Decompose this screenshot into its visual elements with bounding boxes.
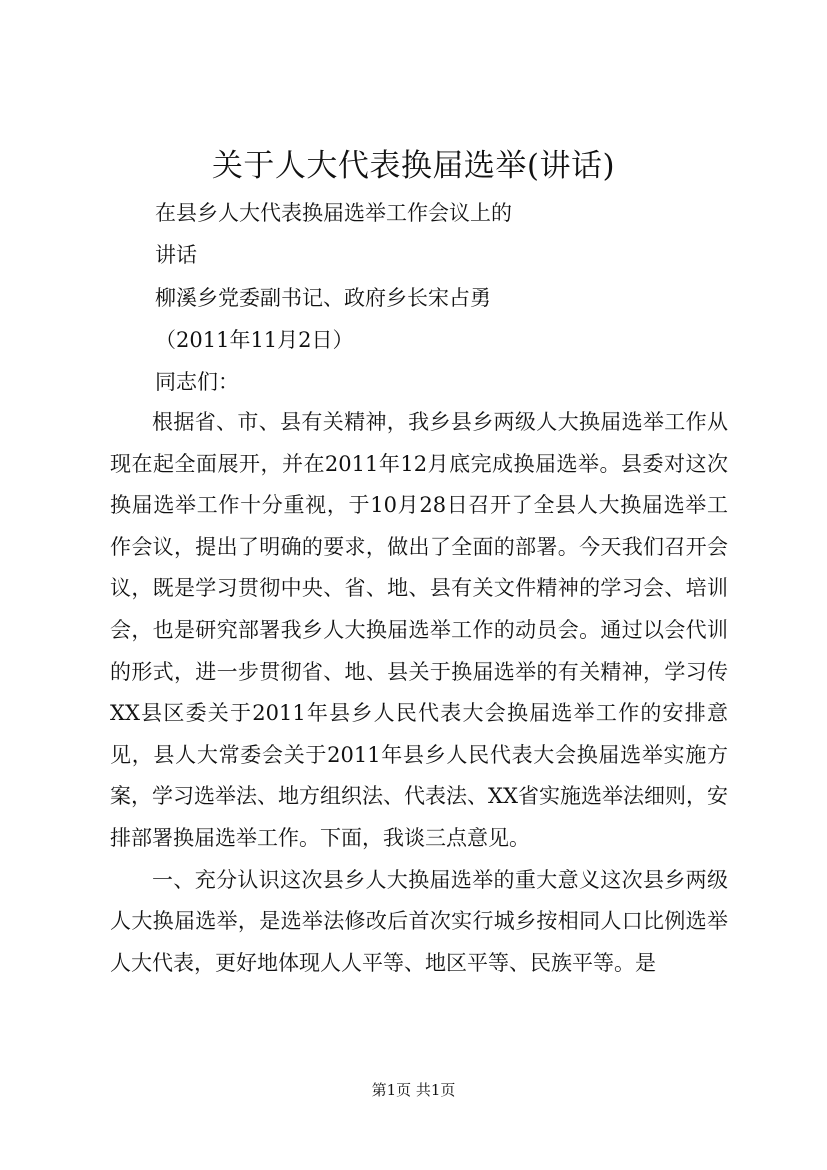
speaker-line: 柳溪乡党委副书记、政府乡长宋占勇 <box>155 286 491 310</box>
subtitle-line-2: 讲话 <box>155 243 197 267</box>
salutation-line: 同志们： <box>155 370 239 394</box>
page-footer: 第1页 共1页 <box>371 1081 456 1099</box>
date-line: （2011年11月2日） <box>155 328 354 352</box>
subtitle-line-1: 在县乡人大代表换届选举工作会议上的 <box>155 201 512 225</box>
body-text <box>110 402 728 984</box>
document-title: 关于人大代表换届选举(讲话) <box>211 148 616 184</box>
body-paragraph-1: 根据省、市、县有关精神，我乡县乡两级人大换届选举工作从现在起全面展开，并在2011年12月底完成换届选举。县委对这次换届选举工作十分重视，于10月28日召开了全县人大换届选举工作会议，提出了明确的要求，做出了全面的部署。今天我们召开会议，既是学习贯彻中央、省、地、县有关文件精神的学习会、培训会，也是研究部署我乡人大换届选举工作的动员会。通过以会代训的形式，进一步贯彻省、地、县关于换届选举的有关精神，学习传XX县区委关于2011年县乡人民代表大会换届选举工作的安排意见，县人大常委会关于2011年县乡人民代表大会换届选举实施方案，学习选举法、地方组织法、代表法、XX省实施选举法细则，安排部署换届选举工作。下面，我谈三点意见。 <box>110 410 728 850</box>
body-paragraph-2: 一、充分认识这次县乡人大换届选举的重大意义这次县乡两级人大换届选举，是选举法修改后首次实行城乡按相同人口比例选举人大代表，更好地体现人人平等、地区平等、民族平等。是 <box>110 867 728 975</box>
